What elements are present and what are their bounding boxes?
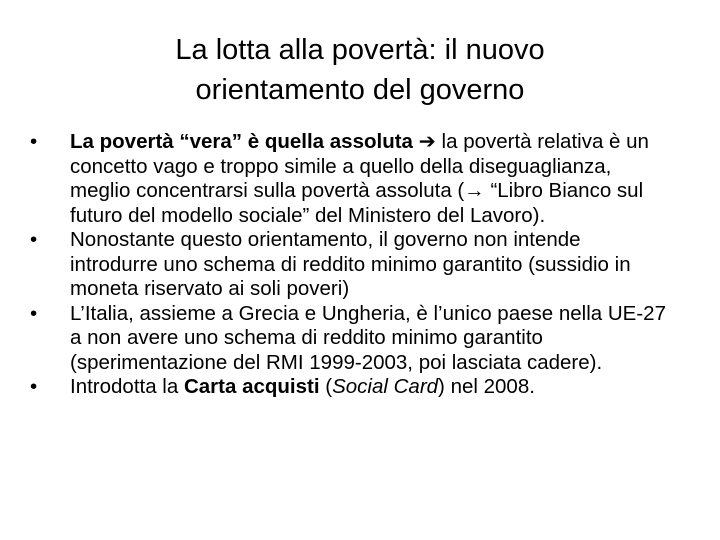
bullet-list [30, 130, 670, 400]
bullet-dot-icon: • [30, 301, 38, 325]
bullet-italic-term: Social Card [332, 375, 439, 398]
bullet-text-before: Introdotta la [70, 375, 184, 398]
bullet-text-mid: ( [319, 375, 333, 398]
bullet-text: la povertà relativa è un concetto vago e troppo simile a quello della diseguaglianza, meglio concentrarsi sulla povertà assoluta (→ “Libro Bianco sul futuro del modello sociale” del Ministero del Lavoro). [70, 130, 649, 227]
bullet-dot-icon: • [30, 228, 38, 251]
bullet-dot-icon: • [30, 130, 38, 153]
slide-title [60, 30, 660, 110]
bullet-text: L’Italia, assieme a Grecia e Ungheria, è l’unico paese nella UE-27 a non avere uno schema di reddito minimo garantito (sperimentazione del RMI 1999-2003, poi lasciata cadere). [70, 301, 666, 374]
right-arrow-icon: ➔ [418, 130, 436, 153]
bullet-item [30, 228, 670, 302]
slide-title-line-1: La lotta alla povertà: il nuovo [175, 34, 545, 66]
slide-title-line-2: orientamento del governo [195, 74, 525, 106]
bullet-bold-term: Carta acquisti [183, 375, 320, 398]
bullet-text: Nonostante questo orientamento, il governo non intende introdurre uno schema di reddito minimo garantito (sussidio in moneta riservato ai soli poveri) [70, 228, 631, 300]
bullet-dot-icon: • [30, 375, 38, 398]
bullet-text-after: ) nel 2008. [438, 375, 535, 398]
bullet-item [30, 302, 670, 376]
bullet-item [30, 375, 670, 400]
bullet-item [30, 130, 670, 228]
bullet-bold-lead: La povertà “vera” è quella assoluta [70, 130, 413, 153]
